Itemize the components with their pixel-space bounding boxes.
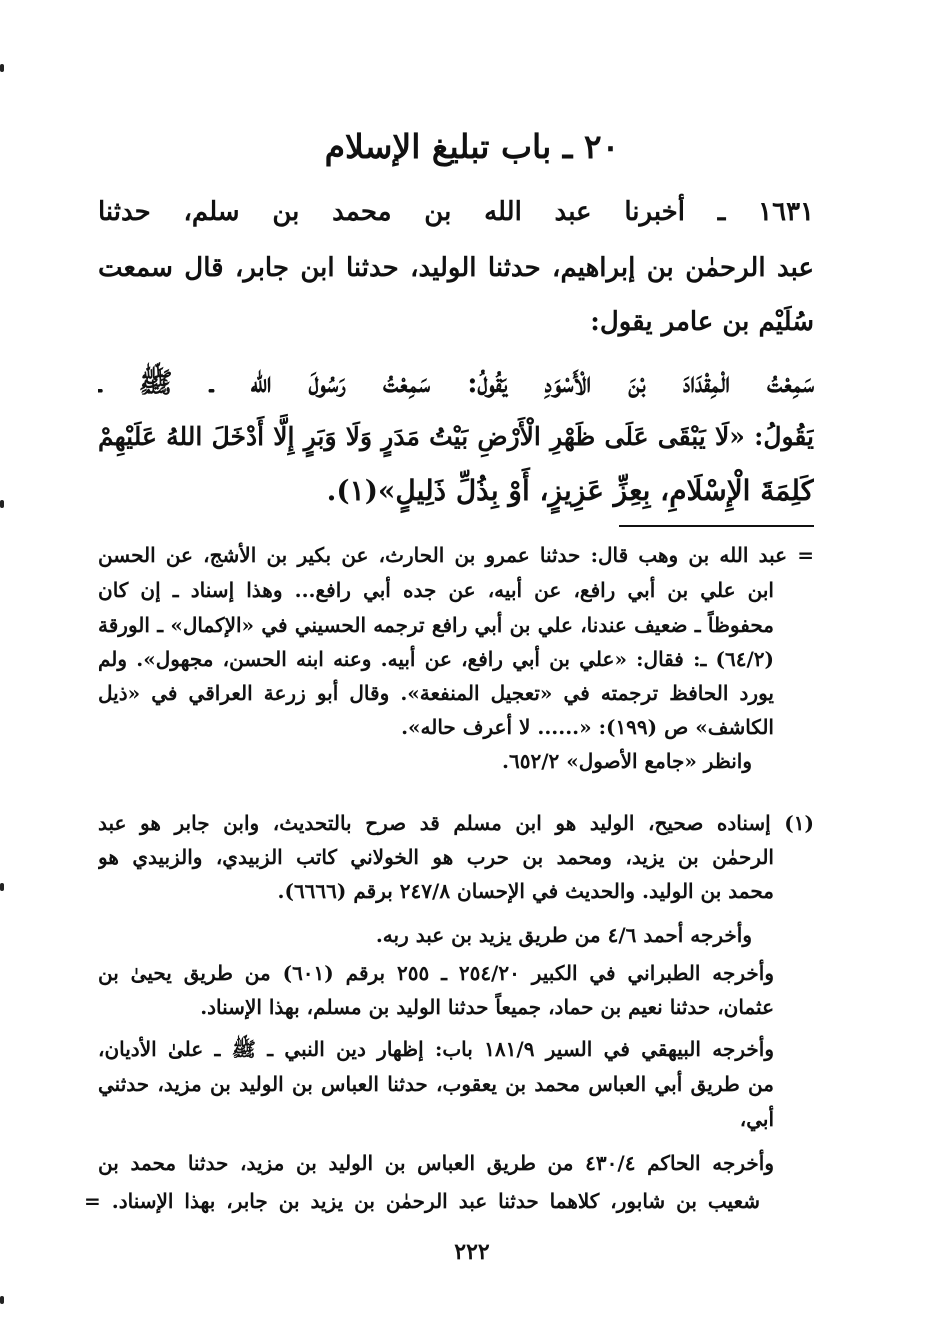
main-text-line: سُلَيْم بن عامر يقول: — [590, 307, 814, 337]
hadith-line: كَلِمَةَ الْإِسْلَامِ، بِعِزِّ عَزِيزٍ، أَوْ بِذُلِّ ذَلِيلٍ»(١). — [326, 474, 814, 507]
footnote-line: يورد الحافظ ترجمته في «تعجيل المنفعة». وقال أبو زرعة العراقي في «ذيل — [98, 681, 774, 705]
scan-mark — [0, 883, 4, 891]
footnote-line: الكاشف» ص (١٩٩): «...... لا أعرف حاله». — [401, 715, 774, 739]
scan-mark — [0, 64, 4, 72]
main-text-line: عبد الرحمٰن بن إبراهيم، حدثنا الوليد، حدثنا ابن جابر، قال سمعت — [98, 253, 814, 283]
hadith-line: سَمِعْتُ الْمِقْدَادَ بْنَ الْأَسْوَدِ يَقُولُ: سَمِعْتُ رَسُولَ الله ـ ﷺ ـ — [98, 366, 814, 399]
footnote-line: (٦٤/٢) ـ: فقال: «علي بن أبي رافع، عن أبيه. وعنه ابنه الحسن، مجهول». ولم — [98, 647, 774, 671]
scan-mark — [0, 500, 4, 508]
footnote-line: وأخرجه البيهقي في السير ١٨١/٩ باب: إظهار دين النبي ـ ﷺ ـ علىٰ الأديان، — [98, 1037, 774, 1061]
chapter-title: ٢٠ ـ باب تبليغ الإسلام — [324, 127, 620, 166]
footnote-line: وأخرجه أحمد ٤/٦ من طريق يزيد بن عبد ربه. — [375, 923, 752, 947]
hadith-line: يَقُولُ: «لَا يَبْقَى عَلَى ظَهْرِ الْأَرْضِ بَيْتُ مَدَرٍ وَلَا وَبَرٍ إِلَّا أَدْخَلَ اللهُ عَلَيْهِمْ — [98, 422, 814, 451]
scan-mark — [0, 1296, 4, 1304]
footnote-line: أبي، — [739, 1107, 774, 1131]
main-text-line: ١٦٣١ ـ أخبرنا عبد الله بن محمد بن سلم، حدثنا — [98, 197, 814, 227]
footnote-line: (١) إسناده صحيح، الوليد هو ابن مسلم قد صرح بالتحديث، وابن جابر هو عبد — [98, 811, 814, 835]
footnote-line: من طريق أبي العباس محمد بن يعقوب، حدثنا العباس بن الوليد بن مزيد، حدثني — [98, 1072, 774, 1096]
page-number: ٢٢٢ — [454, 1239, 490, 1265]
footnote-line: الرحمٰن بن يزيد، ومحمد بن حرب هو الخولاني كاتب الزبيدي، والزبيدي هو — [98, 845, 774, 869]
footnote-line: = عبد الله بن وهب قال: حدثنا عمرو بن الحارث، عن بكير بن الأشج، عن الحسن — [98, 543, 814, 567]
footnote-line: عثمان، حدثنا نعيم بن حماد، جميعاً حدثنا الوليد بن مسلم، بهذا الإسناد. — [200, 995, 774, 1019]
footnote-line: وانظر «جامع الأصول» ٦٥٢/٢. — [502, 749, 752, 773]
footnote-separator — [619, 525, 814, 527]
footnote-line: ابن علي بن أبي رافع، عن أبيه، عن جده أبي رافع... وهذا إسناد ـ إن كان — [98, 578, 774, 602]
footnote-line: وأخرجه الطبراني في الكبير ٢٥٤/٢٠ ـ ٢٥٥ برقم (٦٠١) من طريق يحيىٰ بن — [98, 961, 774, 985]
footnote-line: محمد بن الوليد. والحديث في الإحسان ٢٤٧/٨ برقم (٦٦٦٦). — [277, 879, 774, 903]
footnote-line: شعيب بن شابور، كلاهما حدثنا عبد الرحمٰن بن يزيد بن جابر، بهذا الإسناد. = — [84, 1189, 760, 1213]
footnote-line: وأخرجه الحاكم ٤٣٠/٤ من طريق العباس بن الوليد بن مزيد، حدثنا محمد بن — [98, 1151, 774, 1175]
footnote-line: محفوظاً ـ ضعيف عندنا، علي بن أبي رافع ترجمه الحسيني في «الإكمال» ـ الورقة — [98, 613, 774, 637]
